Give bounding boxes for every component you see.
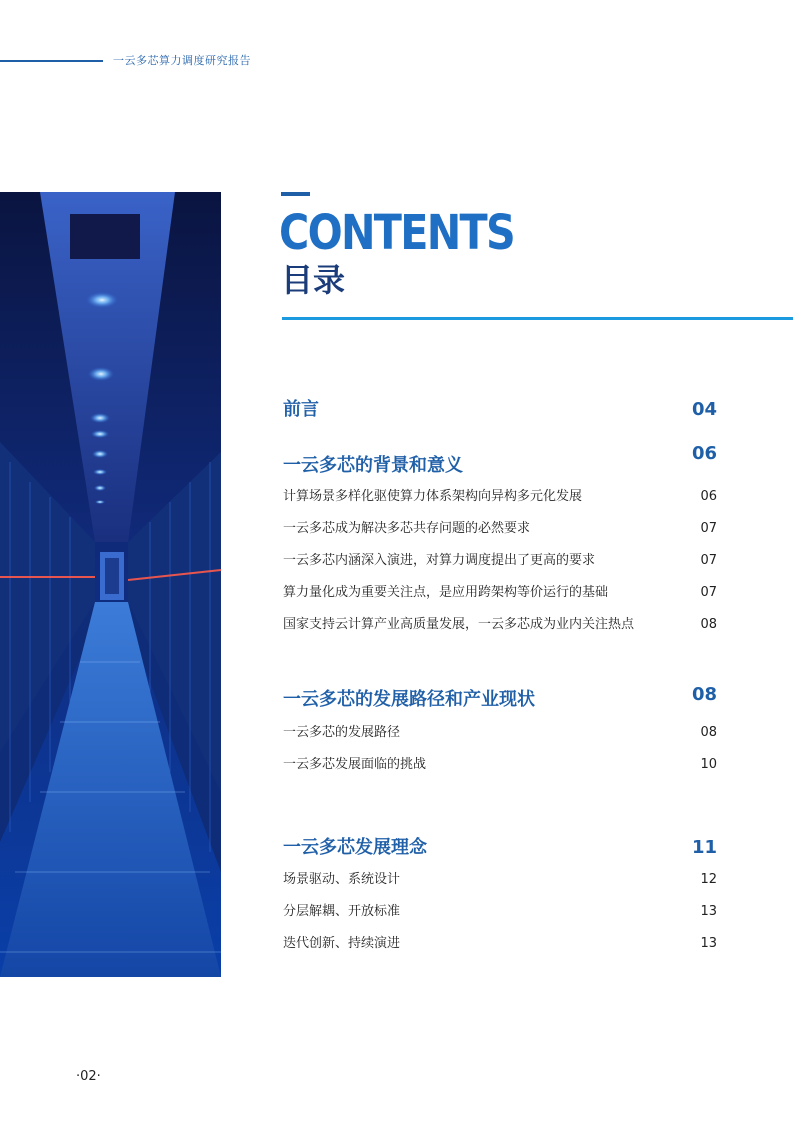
toc-item-page: 13 — [700, 904, 717, 919]
toc-item-page: 10 — [700, 757, 717, 772]
toc-item-page: 08 — [700, 617, 717, 632]
toc-section-title[interactable]: 前言 — [283, 399, 319, 420]
toc-item[interactable]: 一云多芯成为解决多芯共存问题的必然要求 — [283, 521, 531, 536]
toc-item-page: 13 — [700, 936, 717, 951]
toc-section-page: 04 — [691, 399, 717, 420]
toc-item[interactable]: 分层解耦、开放标准 — [283, 904, 401, 919]
contents-heading-en: CONTENTS — [279, 205, 514, 261]
contents-heading-cn: 目录 — [281, 261, 346, 299]
toc-item[interactable]: 场景驱动、系统设计 — [283, 872, 401, 887]
toc-section-title[interactable]: 一云多芯的背景和意义 — [283, 455, 463, 476]
toc-section-page: 06 — [691, 443, 717, 464]
page-number: ·02· — [76, 1069, 101, 1084]
toc-item[interactable]: 计算场景多样化驱使算力体系架构向异构多元化发展 — [283, 489, 583, 504]
toc-section-page: 08 — [691, 684, 717, 705]
toc-item-page: 07 — [700, 585, 717, 600]
toc-item-page: 06 — [700, 489, 717, 504]
header-rule — [0, 60, 103, 62]
toc-item-page: 08 — [700, 725, 717, 740]
data-center-photo — [0, 192, 221, 977]
toc-section-title[interactable]: 一云多芯发展理念 — [283, 837, 427, 858]
toc-item-page: 07 — [700, 521, 717, 536]
toc-item[interactable]: 迭代创新、持续演进 — [283, 936, 401, 951]
contents-rule — [282, 317, 793, 320]
toc-section-page: 11 — [691, 837, 717, 858]
report-title: 一云多芯算力调度研究报告 — [113, 54, 251, 67]
toc-item[interactable]: 国家支持云计算产业高质量发展，一云多芯成为业内关注热点 — [283, 617, 635, 632]
toc-item-page: 12 — [700, 872, 717, 887]
toc-item[interactable]: 一云多芯发展面临的挑战 — [283, 757, 427, 772]
toc-item[interactable]: 算力量化成为重要关注点，是应用跨架构等价运行的基础 — [283, 585, 609, 600]
toc-item[interactable]: 一云多芯内涵深入演进，对算力调度提出了更高的要求 — [283, 553, 596, 568]
toc-item-page: 07 — [700, 553, 717, 568]
contents-accent-bar — [281, 192, 310, 196]
toc-section-title[interactable]: 一云多芯的发展路径和产业现状 — [283, 689, 535, 710]
toc-item[interactable]: 一云多芯的发展路径 — [283, 725, 401, 740]
